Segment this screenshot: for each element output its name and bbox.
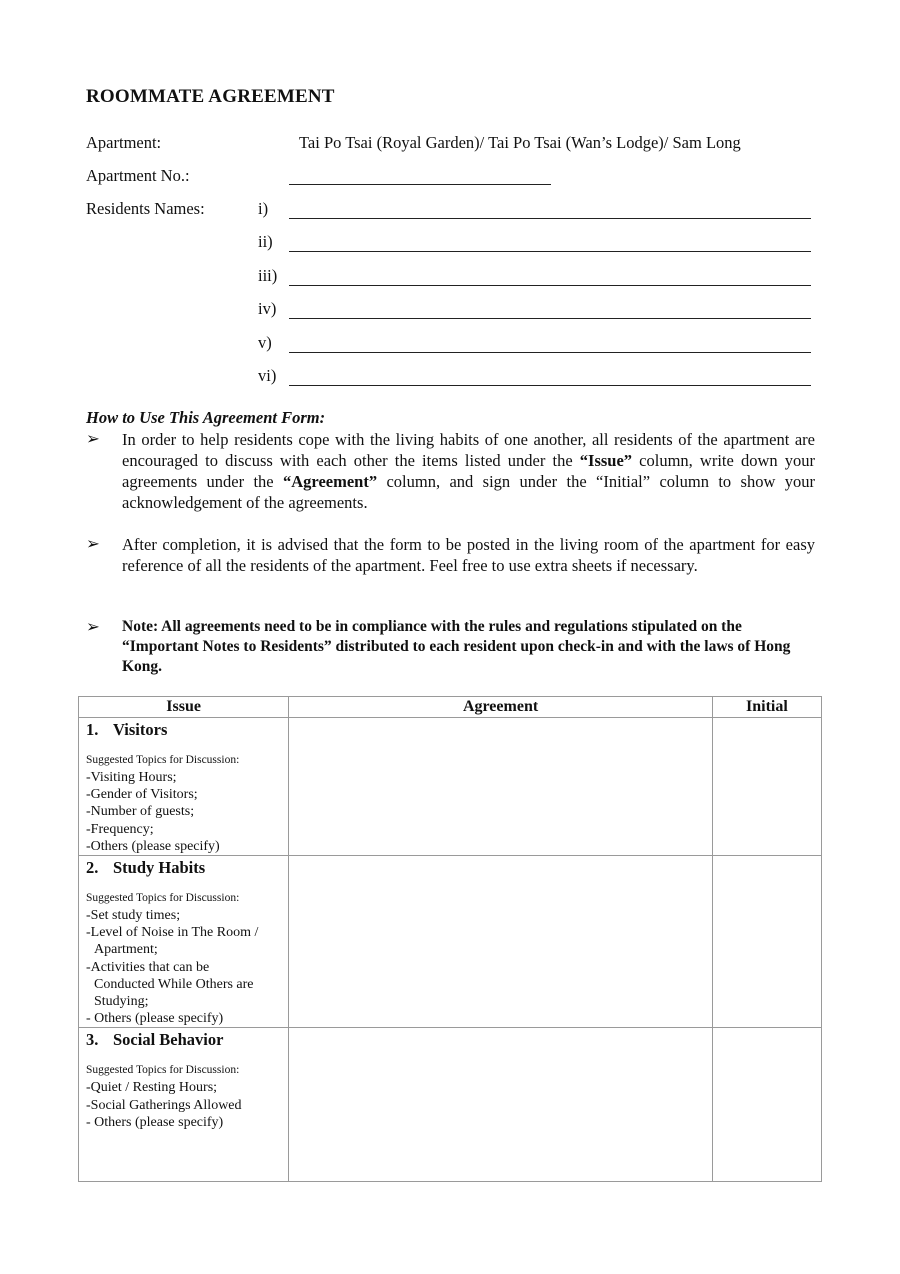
resident-numeral: iv): [258, 299, 277, 318]
apartment-no-label: Apartment No.:: [86, 166, 190, 185]
instruction-paragraph-2: After completion, it is advised that the form to be posted in the living room of the apartment for easy reference of all the residents of the apartment. Feel free to use extra sheets if necessary.: [122, 535, 815, 575]
list-item: Conducted While Others are: [94, 976, 254, 992]
arrow-bullet-icon: ➢: [86, 617, 100, 636]
resident-numeral: ii): [258, 232, 273, 251]
list-item: -Level of Noise in The Room /: [86, 925, 259, 941]
table-header-row: [79, 697, 822, 718]
resident-numeral: vi): [258, 366, 277, 385]
resident-name-field-2[interactable]: [289, 251, 811, 252]
residents-label: Residents Names:: [86, 199, 205, 218]
issue-column-header: Issue: [79, 697, 289, 718]
agreement-table: [78, 696, 822, 1182]
issue-cell: [79, 1028, 289, 1182]
agreement-cell-visitors[interactable]: [289, 718, 713, 856]
initial-cell-social-behavior[interactable]: [712, 1028, 821, 1182]
list-item: -Others (please specify): [86, 838, 220, 854]
resident-name-field-1[interactable]: [289, 218, 811, 219]
resident-numeral: iii): [258, 266, 278, 285]
table-row: [79, 718, 822, 856]
list-item: - Others (please specify): [86, 1114, 224, 1130]
topic-list: [79, 1077, 288, 1131]
apartment-no-field[interactable]: [289, 184, 551, 185]
list-item: -Set study times;: [86, 908, 181, 924]
agreement-cell-social-behavior[interactable]: [289, 1028, 713, 1182]
table-row: [79, 1028, 822, 1182]
initial-cell-visitors[interactable]: [712, 718, 821, 856]
suggested-topics-label: Suggested Topics for Discussion:: [86, 754, 240, 766]
list-item: Studying;: [94, 994, 149, 1010]
resident-name-field-6[interactable]: [289, 385, 811, 386]
list-item: -Quiet / Resting Hours;: [86, 1080, 218, 1096]
resident-name-field-5[interactable]: [289, 352, 811, 353]
issue-cell: [79, 718, 289, 856]
instruction-paragraph-1: In order to help residents cope with the living habits of one another, all residents of the apartment are encouraged to discuss with each other the items listed under the “Issue” column, write down your agreements under the “Agreement” column, and sign under the “Initial” column to show your acknowledgement of the agreements.: [122, 430, 815, 512]
agreement-column-header: Agreement: [289, 697, 713, 718]
list-item: -Number of guests;: [86, 804, 195, 820]
list-item: -Activities that can be: [86, 959, 210, 975]
issue-title: 1. Visitors: [86, 720, 168, 739]
issue-title: 3. Social Behavior: [86, 1030, 224, 1050]
list-item: - Others (please specify): [86, 1011, 224, 1027]
agreement-cell-study-habits[interactable]: [289, 856, 713, 1028]
resident-name-field-3[interactable]: [289, 285, 811, 286]
resident-numeral: i): [258, 199, 269, 218]
list-item: Apartment;: [94, 942, 158, 958]
initial-column-header: Initial: [712, 697, 821, 718]
topic-list: [79, 905, 288, 1027]
apartment-value: Tai Po Tsai (Royal Garden)/ Tai Po Tsai (Wan’s Lodge)/ Sam Long: [299, 133, 741, 152]
suggested-topics-label: Suggested Topics for Discussion:: [86, 1064, 240, 1077]
initial-cell-study-habits[interactable]: [712, 856, 821, 1028]
table-row: [79, 856, 822, 1028]
arrow-bullet-icon: ➢: [86, 534, 100, 553]
list-item: -Social Gatherings Allowed: [86, 1097, 242, 1113]
compliance-note: Note: All agreements need to be in compliance with the rules and regulations stipulated on the “Important Notes to Residents” distributed to each resident upon check-in and with the laws of Hong Kong.: [122, 618, 791, 675]
list-item: -Frequency;: [86, 821, 154, 837]
resident-name-field-4[interactable]: [289, 318, 811, 319]
list-item: -Gender of Visitors;: [86, 787, 198, 803]
apartment-label: Apartment:: [86, 133, 162, 152]
how-to-heading: How to Use This Agreement Form:: [86, 408, 326, 427]
resident-numeral: v): [258, 333, 272, 352]
page-title: ROOMMATE AGREEMENT: [86, 86, 335, 107]
arrow-bullet-icon: ➢: [86, 429, 100, 448]
suggested-topics-label: Suggested Topics for Discussion:: [86, 892, 240, 905]
issue-title: 2. Study Habits: [86, 858, 206, 878]
topic-list: [79, 767, 288, 855]
list-item: -Visiting Hours;: [86, 770, 177, 785]
issue-cell: [79, 856, 289, 1028]
